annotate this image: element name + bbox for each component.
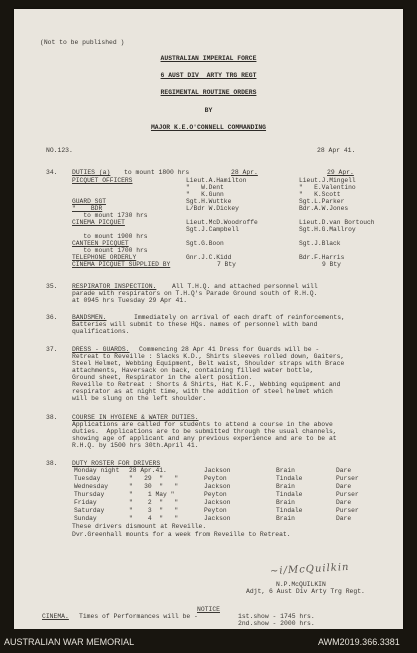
signatory-name: N.P.McQUILKIN bbox=[276, 581, 326, 588]
section-37-title: DRESS - GUARDS. bbox=[72, 346, 130, 353]
section-37-line: will be slung on the left shoulder. bbox=[72, 395, 207, 402]
roster-driver-2: Brain bbox=[276, 499, 295, 506]
section-36-title: BANDSMEN. bbox=[72, 314, 107, 321]
roster-date: " 2 " " bbox=[129, 499, 179, 506]
duty-row bbox=[72, 177, 132, 184]
roster-driver-2: Tindale bbox=[276, 491, 303, 498]
section-36-line: Immediately on arrival of each draft of reinforcements, bbox=[134, 314, 345, 321]
section-37-number: 37. bbox=[46, 346, 58, 353]
heading-line-1: AUSTRALIAN IMPERIAL FORCE bbox=[160, 55, 257, 62]
duty-cell: " W.Dent bbox=[186, 184, 224, 191]
duty-label: CINEMA PICQUET SUPPLIED BY bbox=[72, 261, 171, 268]
notice-show-2: 2nd.show - 2000 hrs. bbox=[238, 620, 315, 627]
duty-label: PICQUET OFFICERS bbox=[72, 177, 133, 184]
section-36-line: Batteries will submit to these HQs. names of personnel with band bbox=[72, 321, 318, 328]
roster-date: 28 Apr.41. bbox=[129, 467, 167, 474]
roster-note: These drivers dismount at Reveille. bbox=[72, 523, 207, 530]
document-sheet bbox=[14, 9, 403, 629]
roster-date: " 30 " " bbox=[129, 483, 179, 490]
duty-cell: Lieut.J.Mingell bbox=[299, 177, 356, 184]
duty-cell: Sgt.H.G.Mallroy bbox=[299, 226, 356, 233]
roster-day: Sunday bbox=[74, 515, 97, 522]
duty-label: CANTEEN PICQUET bbox=[72, 240, 129, 247]
roster-driver-2: Brain bbox=[276, 515, 295, 522]
roster-driver-1: Jackson bbox=[204, 499, 231, 506]
heading-line-2: 6 AUST DIV ARTY TRG REGT bbox=[160, 72, 257, 79]
duty-column-header-2: 29 Apr. bbox=[327, 169, 354, 176]
duty-label: TELEPHONE ORDERLY bbox=[72, 254, 137, 261]
section-35-number: 35. bbox=[46, 283, 58, 290]
section-35-line: parade with respirators on T.H.Q's Parade Ground south of R.H.Q. bbox=[72, 290, 318, 297]
section-38-course-line: duties. Applications are to be submitted through the usual channels, bbox=[72, 428, 337, 435]
roster-driver-2: Tindale bbox=[276, 507, 303, 514]
duty-cell: 9 Bty bbox=[322, 261, 341, 268]
roster-date: " 3 " " bbox=[129, 507, 179, 514]
duty-cell: Sgt.G.Boon bbox=[186, 240, 224, 247]
section-34-number: 34. bbox=[46, 169, 58, 176]
section-37-line: Steel Helmet, Webbing Equipment, Belt waist, Shoulder straps with Brace bbox=[72, 360, 345, 367]
duty-label: CINEMA PICQUET bbox=[72, 219, 125, 226]
roster-driver-3: Dare bbox=[336, 467, 352, 474]
duty-cell: " E.Valentino bbox=[299, 184, 356, 191]
roster-day: Saturday bbox=[74, 507, 105, 514]
duty-cell: Sgt.J.Black bbox=[299, 240, 341, 247]
roster-date: " 4 " " bbox=[129, 515, 179, 522]
section-36-line: qualifications. bbox=[72, 328, 130, 335]
section-37-line: Reveille to Retreat : Shorts & Shirts, Hat K.F., Webbing equipment and bbox=[72, 381, 341, 388]
section-38-roster-number: 38. bbox=[46, 460, 58, 467]
roster-driver-3: Dare bbox=[336, 515, 352, 522]
roster-driver-1: Jackson bbox=[204, 467, 231, 474]
section-37-line: Commencing 28 Apr 41 Dress for Guards will be - bbox=[139, 346, 320, 353]
heading-line-4: BY bbox=[204, 107, 213, 114]
roster-driver-1: Peyton bbox=[204, 491, 227, 498]
section-38-course-line: Applications are called for students to attend a course in the above bbox=[72, 421, 333, 428]
footer-bar bbox=[0, 629, 417, 653]
duty-cell: Bdr.A.W.Jones bbox=[299, 205, 349, 212]
notice-show-1: 1st.show - 1745 hrs. bbox=[238, 613, 315, 620]
section-37-line: respirator as at night time, with the addition of steel helmet which bbox=[72, 388, 333, 395]
roster-day: Thursday bbox=[74, 491, 105, 498]
section-38-course-line: showing age of applicant and any previous experience and are to be at bbox=[72, 435, 337, 442]
roster-day: Friday bbox=[74, 499, 97, 506]
duty-cell: Bdr.F.Harris bbox=[299, 254, 345, 261]
roster-driver-3: Dare bbox=[336, 499, 352, 506]
section-37-line: Retreat to Reveille : Slacks K.D., Shirts sleeves rolled down, Gaiters, bbox=[72, 353, 345, 360]
duty-cell: Lieut.D.van Bortouch bbox=[299, 219, 375, 226]
duty-cell: Sgt.H.Wuttke bbox=[186, 198, 232, 205]
roster-day: Wednesday bbox=[74, 483, 109, 490]
roster-day: Tuesday bbox=[74, 475, 101, 482]
roster-driver-1: Peyton bbox=[204, 507, 227, 514]
notice-heading: NOTICE bbox=[196, 606, 220, 613]
duty-cell: L/Bdr W.Dickey bbox=[186, 205, 239, 212]
heading-line-3: REGIMENTAL ROUTINE ORDERS bbox=[160, 89, 257, 96]
heading-line-5: MAJOR K.E.O'CONNELL COMMANDING bbox=[150, 124, 267, 131]
section-34-mount: to mount 1800 hrs bbox=[124, 169, 190, 176]
section-38-course-title: COURSE IN HYGIENE & WATER DUTIES. bbox=[72, 414, 199, 421]
roster-driver-1: Jackson bbox=[204, 483, 231, 490]
duty-mount-time: to mount 1700 hrs bbox=[72, 247, 148, 254]
duty-cell: " K.Gunn bbox=[186, 191, 224, 198]
roster-date: " 1 May " bbox=[129, 491, 175, 498]
duty-cell: Lieut.McD.Woodroffe bbox=[186, 219, 258, 226]
order-number: NO.123. bbox=[46, 147, 73, 154]
duty-mount-time: to mount 1900 hrs bbox=[72, 233, 148, 240]
roster-driver-3: Dare bbox=[336, 483, 352, 490]
duty-cell: " K.Scott bbox=[299, 191, 341, 198]
section-35-line: All T.H.Q. and attached personnel will bbox=[172, 283, 318, 290]
section-35-line: at 0945 hrs Tuesday 29 Apr 41. bbox=[72, 297, 188, 304]
notice-text: Times of Performances will be - bbox=[79, 613, 198, 620]
section-35-title: RESPIRATOR INSPECTION. bbox=[72, 283, 157, 290]
section-34-title: DUTIES (a) bbox=[72, 169, 111, 176]
roster-driver-1: Jackson bbox=[204, 515, 231, 522]
duty-label: " BDR bbox=[72, 205, 103, 212]
roster-note: Dvr.Greenhall mounts for a week from Reveille to Retreat. bbox=[72, 531, 291, 538]
section-36-number: 36. bbox=[46, 314, 58, 321]
handwritten-signature: ~i/McQuilkin bbox=[269, 561, 350, 578]
signatory-title: Adjt, 6 Aust Div Arty Trg Regt. bbox=[246, 588, 365, 595]
order-date: 28 Apr 41. bbox=[317, 147, 356, 154]
section-37-line: attachments, Haversack on back, containing filled water bottle, bbox=[72, 367, 314, 374]
roster-driver-1: Peyton bbox=[204, 475, 227, 482]
duty-cell: 7 Bty bbox=[217, 261, 236, 268]
roster-driver-3: Purser bbox=[336, 475, 359, 482]
duty-column-header-1: 28 Apr. bbox=[231, 169, 258, 176]
footer-institution: AUSTRALIAN WAR MEMORIAL bbox=[4, 637, 135, 647]
roster-date: " 29 " " bbox=[129, 475, 179, 482]
duty-label: GUARD SGT bbox=[72, 198, 107, 205]
roster-driver-2: Brain bbox=[276, 483, 295, 490]
roster-driver-3: Purser bbox=[336, 507, 359, 514]
section-38-roster-title: DUTY ROSTER FOR DRIVERS bbox=[72, 460, 161, 467]
not-published-note: (Not to be published ) bbox=[40, 39, 125, 46]
section-38-course-line: R.H.Q. by 1500 hrs 30th.April 41. bbox=[72, 442, 199, 449]
roster-driver-2: Tindale bbox=[276, 475, 303, 482]
duty-cell: Sgt.L.Parker bbox=[299, 198, 345, 205]
roster-driver-2: Brain bbox=[276, 467, 295, 474]
roster-day: Monday night bbox=[74, 467, 120, 474]
section-38-course-number: 38. bbox=[46, 414, 58, 421]
duty-cell: Sgt.J.Campbell bbox=[186, 226, 239, 233]
footer-accession-number: AWM2019.366.3381 bbox=[318, 637, 400, 647]
duty-cell: Lieut.A.Hamilton bbox=[186, 177, 247, 184]
section-37-line: Ground sheet, Respirator in the alert position. bbox=[72, 374, 253, 381]
duty-mount-time: to mount 1730 hrs bbox=[72, 212, 148, 219]
notice-label: CINEMA. bbox=[42, 613, 69, 620]
duty-cell: Gnr.J.C.Kidd bbox=[186, 254, 232, 261]
roster-driver-3: Purser bbox=[336, 491, 359, 498]
